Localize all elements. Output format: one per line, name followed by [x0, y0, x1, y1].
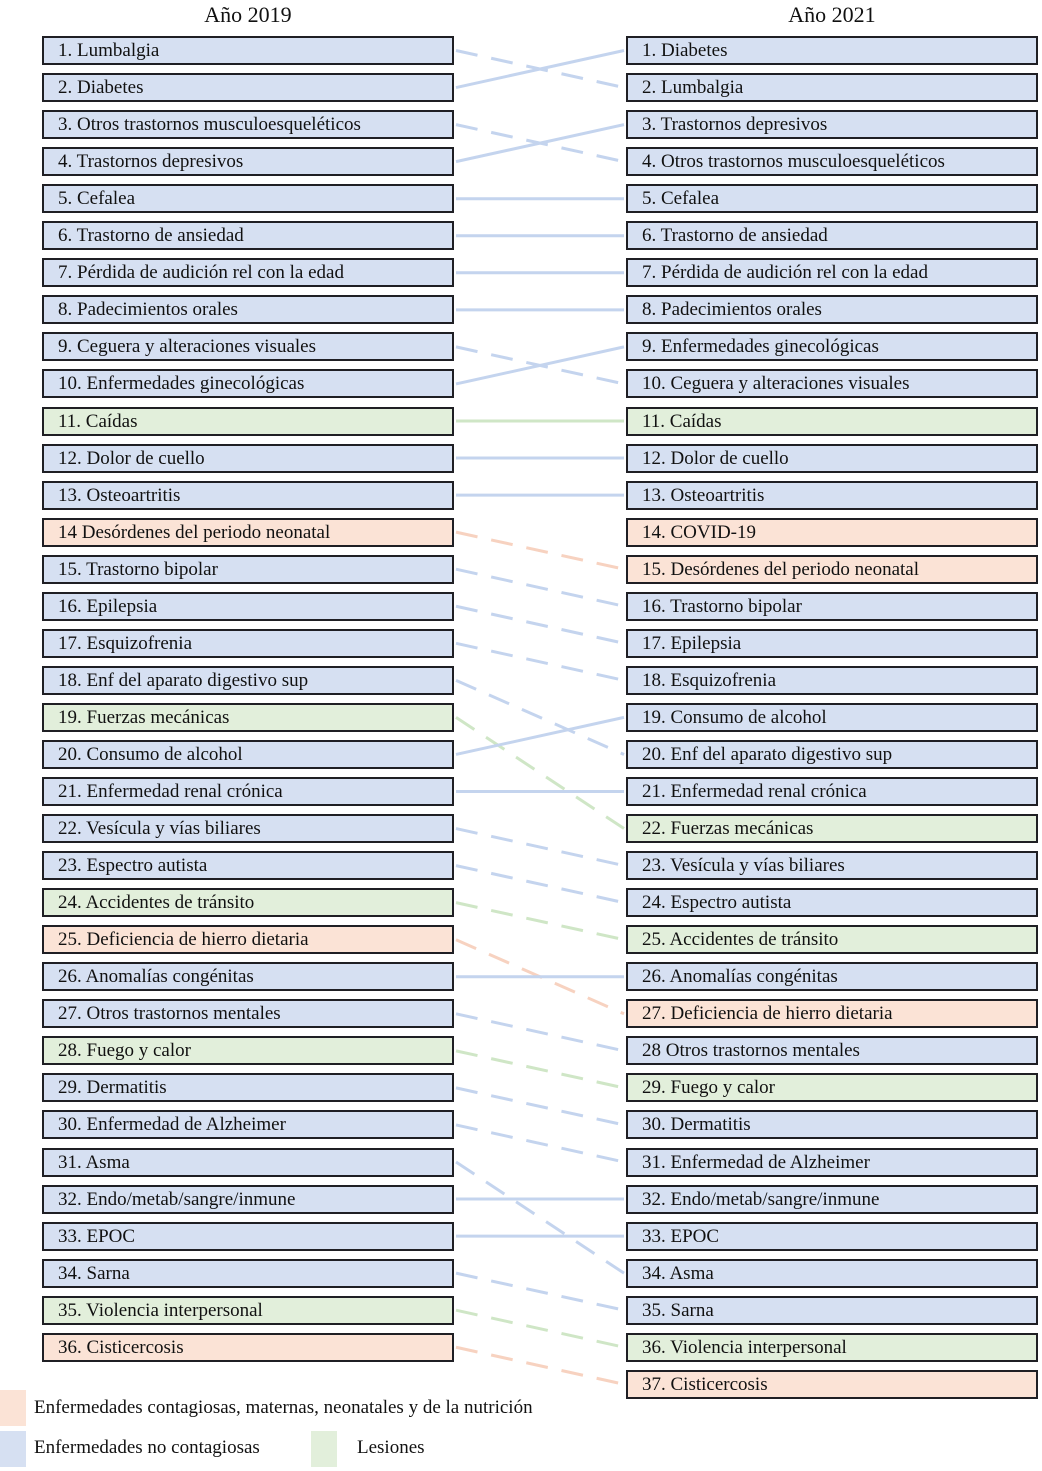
right-item: 28 Otros trastornos mentales	[626, 1036, 1038, 1065]
title-2021: Año 2021	[788, 2, 876, 27]
right-item: 25. Accidentes de tránsito	[626, 925, 1038, 954]
right-item: 1. Diabetes	[626, 36, 1038, 65]
left-item: 23. Espectro autista	[42, 851, 454, 880]
left-item: 6. Trastorno de ansiedad	[42, 221, 454, 250]
left-item: 1. Lumbalgia	[42, 36, 454, 65]
legend-label-contagiosas: Enfermedades contagiosas, maternas, neonatales y de la nutrición	[34, 1397, 533, 1418]
left-item: 27. Otros trastornos mentales	[42, 999, 454, 1028]
link-15-to-16	[456, 569, 624, 606]
left-item: 8. Padecimientos orales	[42, 295, 454, 324]
right-item: 17. Epilepsia	[626, 629, 1038, 658]
left-item: 29. Dermatitis	[42, 1073, 454, 1102]
right-item: 4. Otros trastornos musculoesqueléticos	[626, 147, 1038, 176]
right-item: 36. Violencia interpersonal	[626, 1333, 1038, 1362]
left-item: 18. Enf del aparato digestivo sup	[42, 666, 454, 695]
right-item: 30. Dermatitis	[626, 1110, 1038, 1139]
right-item: 31. Enfermedad de Alzheimer	[626, 1148, 1038, 1177]
left-item: 30. Enfermedad de Alzheimer	[42, 1110, 454, 1139]
right-item: 34. Asma	[626, 1259, 1038, 1288]
left-item: 15. Trastorno bipolar	[42, 555, 454, 584]
right-item: 15. Desórdenes del periodo neonatal	[626, 555, 1038, 584]
right-item: 6. Trastorno de ansiedad	[626, 221, 1038, 250]
right-item: 12. Dolor de cuello	[626, 444, 1038, 473]
right-item: 35. Sarna	[626, 1296, 1038, 1325]
left-item: 19. Fuerzas mecánicas	[42, 703, 454, 732]
right-item: 20. Enf del aparato digestivo sup	[626, 740, 1038, 769]
left-item: 24. Accidentes de tránsito	[42, 888, 454, 917]
legend-label-no-contagiosas: Enfermedades no contagiosas	[34, 1437, 260, 1458]
link-20-to-19	[456, 717, 624, 754]
left-item: 2. Diabetes	[42, 73, 454, 102]
left-item: 3. Otros trastornos musculoesqueléticos	[42, 110, 454, 139]
right-item: 11. Caídas	[626, 407, 1038, 436]
link-19-to-22	[456, 717, 624, 828]
title-2019: Año 2019	[204, 2, 292, 27]
link-16-to-17	[456, 606, 624, 643]
right-item: 16. Trastorno bipolar	[626, 592, 1038, 621]
right-item: 10. Ceguera y alteraciones visuales	[626, 369, 1038, 398]
link-27-to-28	[456, 1014, 624, 1051]
left-item: 10. Enfermedades ginecológicas	[42, 369, 454, 398]
right-item: 5. Cefalea	[626, 184, 1038, 213]
right-item: 3. Trastornos depresivos	[626, 110, 1038, 139]
left-item: 34. Sarna	[42, 1259, 454, 1288]
left-item: 21. Enfermedad renal crónica	[42, 777, 454, 806]
left-item: 12. Dolor de cuello	[42, 444, 454, 473]
link-34-to-35	[456, 1273, 624, 1310]
left-item: 26. Anomalías congénitas	[42, 962, 454, 991]
left-item: 35. Violencia interpersonal	[42, 1296, 454, 1325]
legend-swatch-lesiones	[311, 1431, 337, 1467]
left-item: 20. Consumo de alcohol	[42, 740, 454, 769]
link-22-to-23	[456, 829, 624, 866]
right-item: 2. Lumbalgia	[626, 73, 1038, 102]
link-18-to-20	[456, 680, 624, 754]
link-29-to-30	[456, 1088, 624, 1125]
link-24-to-25	[456, 903, 624, 940]
link-23-to-24	[456, 866, 624, 903]
right-item: 26. Anomalías congénitas	[626, 962, 1038, 991]
right-item: 32. Endo/metab/sangre/inmune	[626, 1185, 1038, 1214]
left-item: 22. Vesícula y vías biliares	[42, 814, 454, 843]
right-item: 7. Pérdida de audición rel con la edad	[626, 258, 1038, 287]
legend-swatch-no-contagiosas	[0, 1431, 26, 1467]
right-item: 13. Osteoartritis	[626, 481, 1038, 510]
left-item: 16. Epilepsia	[42, 592, 454, 621]
right-item: 18. Esquizofrenia	[626, 666, 1038, 695]
left-item: 14 Desórdenes del periodo neonatal	[42, 518, 454, 547]
link-36-to-37	[456, 1347, 624, 1384]
link-35-to-36	[456, 1310, 624, 1347]
right-item: 14. COVID-19	[626, 518, 1038, 547]
right-item: 27. Deficiencia de hierro dietaria	[626, 999, 1038, 1028]
left-item: 32. Endo/metab/sangre/inmune	[42, 1185, 454, 1214]
left-item: 33. EPOC	[42, 1222, 454, 1251]
legend-label-lesiones: Lesiones	[357, 1437, 425, 1458]
left-item: 17. Esquizofrenia	[42, 629, 454, 658]
left-item: 5. Cefalea	[42, 184, 454, 213]
link-30-to-31	[456, 1125, 624, 1162]
link-28-to-29	[456, 1051, 624, 1088]
left-item: 7. Pérdida de audición rel con la edad	[42, 258, 454, 287]
right-item: 33. EPOC	[626, 1222, 1038, 1251]
right-item: 37. Cisticercosis	[626, 1370, 1038, 1399]
link-14-to-15	[456, 532, 624, 569]
left-item: 28. Fuego y calor	[42, 1036, 454, 1065]
left-item: 13. Osteoartritis	[42, 481, 454, 510]
right-item: 8. Padecimientos orales	[626, 295, 1038, 324]
legend-swatch-contagiosas	[0, 1390, 26, 1426]
left-item: 31. Asma	[42, 1148, 454, 1177]
right-item: 29. Fuego y calor	[626, 1073, 1038, 1102]
left-item: 25. Deficiencia de hierro dietaria	[42, 925, 454, 954]
left-item: 11. Caídas	[42, 407, 454, 436]
right-item: 24. Espectro autista	[626, 888, 1038, 917]
right-item: 9. Enfermedades ginecológicas	[626, 332, 1038, 361]
right-item: 22. Fuerzas mecánicas	[626, 814, 1038, 843]
left-item: 36. Cisticercosis	[42, 1333, 454, 1362]
link-31-to-34	[456, 1162, 624, 1273]
right-item: 21. Enfermedad renal crónica	[626, 777, 1038, 806]
left-item: 9. Ceguera y alteraciones visuales	[42, 332, 454, 361]
right-item: 23. Vesícula y vías biliares	[626, 851, 1038, 880]
left-item: 4. Trastornos depresivos	[42, 147, 454, 176]
right-item: 19. Consumo de alcohol	[626, 703, 1038, 732]
link-17-to-18	[456, 643, 624, 680]
